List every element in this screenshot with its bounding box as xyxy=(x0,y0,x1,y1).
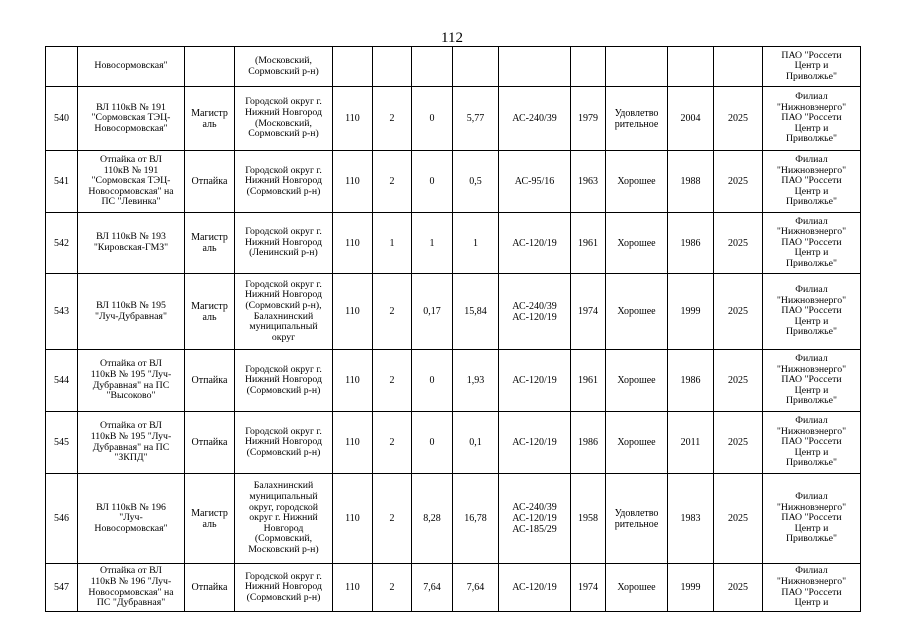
cell-line-name: Новосормовская" xyxy=(78,47,185,87)
cell-circuits: 2 xyxy=(373,412,412,474)
cell-length-2: 0,5 xyxy=(453,151,499,213)
cell-condition: Хорошее xyxy=(606,564,668,612)
cell-year-2: 1999 xyxy=(668,274,714,350)
cell-year-2: 2011 xyxy=(668,412,714,474)
cell-row-number: 541 xyxy=(46,151,78,213)
table-row xyxy=(46,213,861,274)
table-row xyxy=(46,350,861,412)
cell-line-name: Отпайка от ВЛ 110кВ № 191 "Сормовская ТЭЦ- Новосормовская" на ПС "Левинка" xyxy=(78,151,185,213)
cell-year-2: 1986 xyxy=(668,213,714,274)
cell-voltage: 110 xyxy=(333,274,373,350)
cell-length-2: 1,93 xyxy=(453,350,499,412)
table-row xyxy=(46,474,861,564)
cell-owner: Филиал "Нижновэнерго" ПАО "Россети Центр и Приволжье" xyxy=(763,87,861,151)
cell-year-2: 1983 xyxy=(668,474,714,564)
cell-wire-brand: АС-240/39 xyxy=(499,87,571,151)
cell-wire-brand xyxy=(499,47,571,87)
table-row xyxy=(46,412,861,474)
cell-location: Городской округ г. Нижний Новгород (Ленинский р-н) xyxy=(235,213,333,274)
cell-year-built: 1961 xyxy=(571,350,606,412)
cell-location: Городской округ г. Нижний Новгород (Сормовский р-н) xyxy=(235,151,333,213)
cell-line-kind: Магистр аль xyxy=(185,274,235,350)
cell-row-number: 540 xyxy=(46,87,78,151)
cell-circuits: 2 xyxy=(373,87,412,151)
cell-voltage: 110 xyxy=(333,87,373,151)
cell-year-3: 2025 xyxy=(714,87,763,151)
table-row xyxy=(46,47,861,87)
cell-row-number: 545 xyxy=(46,412,78,474)
cell-condition: Хорошее xyxy=(606,412,668,474)
cell-voltage: 110 xyxy=(333,564,373,612)
cell-year-3 xyxy=(714,47,763,87)
cell-owner: Филиал "Нижновэнерго" ПАО "Россети Центр и Приволжье" xyxy=(763,151,861,213)
table-body xyxy=(46,47,861,612)
cell-line-name: Отпайка от ВЛ 110кВ № 195 "Луч- Дубравная" на ПС "ЗКПД" xyxy=(78,412,185,474)
cell-line-kind: Магистр аль xyxy=(185,213,235,274)
table-row xyxy=(46,87,861,151)
cell-year-3: 2025 xyxy=(714,412,763,474)
cell-line-name: ВЛ 110кВ № 196 "Луч- Новосормовская" xyxy=(78,474,185,564)
cell-wire-brand: АС-120/19 xyxy=(499,412,571,474)
cell-length-2 xyxy=(453,47,499,87)
cell-line-name: ВЛ 110кВ № 191 "Сормовская ТЭЦ- Новосормовская" xyxy=(78,87,185,151)
cell-year-3: 2025 xyxy=(714,151,763,213)
cell-year-built: 1974 xyxy=(571,274,606,350)
cell-length-2: 7,64 xyxy=(453,564,499,612)
cell-length-1: 0 xyxy=(412,412,453,474)
cell-circuits: 2 xyxy=(373,151,412,213)
cell-year-2: 1988 xyxy=(668,151,714,213)
cell-voltage: 110 xyxy=(333,412,373,474)
cell-location: Балахнинский муниципальный округ, городской округ г. Нижний Новгород (Сормовский, Московский р-н) xyxy=(235,474,333,564)
cell-circuits: 2 xyxy=(373,564,412,612)
cell-row-number: 543 xyxy=(46,274,78,350)
cell-row-number: 544 xyxy=(46,350,78,412)
cell-circuits xyxy=(373,47,412,87)
cell-condition: Удовлетво рительное xyxy=(606,87,668,151)
cell-line-name: ВЛ 110кВ № 195 "Луч-Дубравная" xyxy=(78,274,185,350)
cell-owner: Филиал "Нижновэнерго" ПАО "Россети Центр и Приволжье" xyxy=(763,350,861,412)
cell-year-built: 1961 xyxy=(571,213,606,274)
cell-wire-brand: АС-120/19 xyxy=(499,350,571,412)
cell-condition xyxy=(606,47,668,87)
table-row xyxy=(46,564,861,612)
cell-owner: Филиал "Нижновэнерго" ПАО "Россети Центр и Приволжье" xyxy=(763,474,861,564)
cell-condition: Хорошее xyxy=(606,350,668,412)
cell-year-3: 2025 xyxy=(714,350,763,412)
cell-length-1: 0 xyxy=(412,87,453,151)
cell-length-2: 0,1 xyxy=(453,412,499,474)
cell-owner: Филиал "Нижновэнерго" ПАО "Россети Центр и Приволжье" xyxy=(763,274,861,350)
cell-location: Городской округ г. Нижний Новгород (Московский, Сормовский р-н) xyxy=(235,87,333,151)
cell-wire-brand: АС-120/19 xyxy=(499,213,571,274)
cell-line-kind: Отпайка xyxy=(185,564,235,612)
cell-circuits: 2 xyxy=(373,350,412,412)
table-row xyxy=(46,274,861,350)
cell-line-name: ВЛ 110кВ № 193 "Кировская-ГМЗ" xyxy=(78,213,185,274)
cell-year-3: 2025 xyxy=(714,564,763,612)
cell-length-1: 7,64 xyxy=(412,564,453,612)
cell-length-1: 8,28 xyxy=(412,474,453,564)
cell-voltage: 110 xyxy=(333,474,373,564)
cell-year-3: 2025 xyxy=(714,274,763,350)
cell-year-built: 1963 xyxy=(571,151,606,213)
cell-length-2: 5,77 xyxy=(453,87,499,151)
cell-line-kind: Отпайка xyxy=(185,151,235,213)
cell-length-2: 16,78 xyxy=(453,474,499,564)
cell-circuits: 2 xyxy=(373,274,412,350)
cell-wire-brand: АС-120/19 xyxy=(499,564,571,612)
cell-condition: Удовлетво рительное xyxy=(606,474,668,564)
cell-voltage: 110 xyxy=(333,350,373,412)
cell-line-kind: Магистр аль xyxy=(185,87,235,151)
cell-line-kind xyxy=(185,47,235,87)
cell-length-1 xyxy=(412,47,453,87)
cell-location: Городской округ г. Нижний Новгород (Сормовский р-н) xyxy=(235,564,333,612)
cell-year-built xyxy=(571,47,606,87)
cell-year-built: 1979 xyxy=(571,87,606,151)
cell-condition: Хорошее xyxy=(606,151,668,213)
cell-line-kind: Отпайка xyxy=(185,350,235,412)
cell-year-2: 1986 xyxy=(668,350,714,412)
cell-row-number: 542 xyxy=(46,213,78,274)
cell-length-1: 0 xyxy=(412,350,453,412)
cell-year-3: 2025 xyxy=(714,474,763,564)
cell-location: Городской округ г. Нижний Новгород (Сормовский р-н), Балахнинский муниципальный округ xyxy=(235,274,333,350)
cell-location: Городской округ г. Нижний Новгород (Сормовский р-н) xyxy=(235,412,333,474)
cell-circuits: 1 xyxy=(373,213,412,274)
cell-length-1: 0 xyxy=(412,151,453,213)
cell-year-2: 1999 xyxy=(668,564,714,612)
cell-length-1: 1 xyxy=(412,213,453,274)
cell-condition: Хорошее xyxy=(606,274,668,350)
cell-year-2: 2004 xyxy=(668,87,714,151)
cell-year-3: 2025 xyxy=(714,213,763,274)
cell-length-2: 15,84 xyxy=(453,274,499,350)
cell-circuits: 2 xyxy=(373,474,412,564)
cell-row-number: 546 xyxy=(46,474,78,564)
power-lines-table xyxy=(45,46,861,612)
cell-wire-brand: АС-95/16 xyxy=(499,151,571,213)
cell-owner: ПАО "Россети Центр и Приволжье" xyxy=(763,47,861,87)
cell-row-number: 547 xyxy=(46,564,78,612)
cell-location: (Московский, Сормовский р-н) xyxy=(235,47,333,87)
cell-condition: Хорошее xyxy=(606,213,668,274)
cell-year-built: 1986 xyxy=(571,412,606,474)
page-number: 112 xyxy=(441,30,463,46)
cell-year-built: 1974 xyxy=(571,564,606,612)
cell-owner: Филиал "Нижновэнерго" ПАО "Россети Центр и xyxy=(763,564,861,612)
cell-voltage xyxy=(333,47,373,87)
cell-length-1: 0,17 xyxy=(412,274,453,350)
cell-location: Городской округ г. Нижний Новгород (Сормовский р-н) xyxy=(235,350,333,412)
cell-line-name: Отпайка от ВЛ 110кВ № 195 "Луч- Дубравная" на ПС "Высоково" xyxy=(78,350,185,412)
cell-length-2: 1 xyxy=(453,213,499,274)
cell-line-kind: Магистр аль xyxy=(185,474,235,564)
cell-year-2 xyxy=(668,47,714,87)
cell-wire-brand: АС-240/39 АС-120/19 АС-185/29 xyxy=(499,474,571,564)
cell-owner: Филиал "Нижновэнерго" ПАО "Россети Центр и Приволжье" xyxy=(763,412,861,474)
cell-year-built: 1958 xyxy=(571,474,606,564)
cell-line-name: Отпайка от ВЛ 110кВ № 196 "Луч- Новосормовская" на ПС "Дубравная" xyxy=(78,564,185,612)
cell-row-number xyxy=(46,47,78,87)
cell-voltage: 110 xyxy=(333,213,373,274)
cell-line-kind: Отпайка xyxy=(185,412,235,474)
cell-wire-brand: АС-240/39 АС-120/19 xyxy=(499,274,571,350)
cell-voltage: 110 xyxy=(333,151,373,213)
cell-owner: Филиал "Нижновэнерго" ПАО "Россети Центр и Приволжье" xyxy=(763,213,861,274)
table-row xyxy=(46,151,861,213)
